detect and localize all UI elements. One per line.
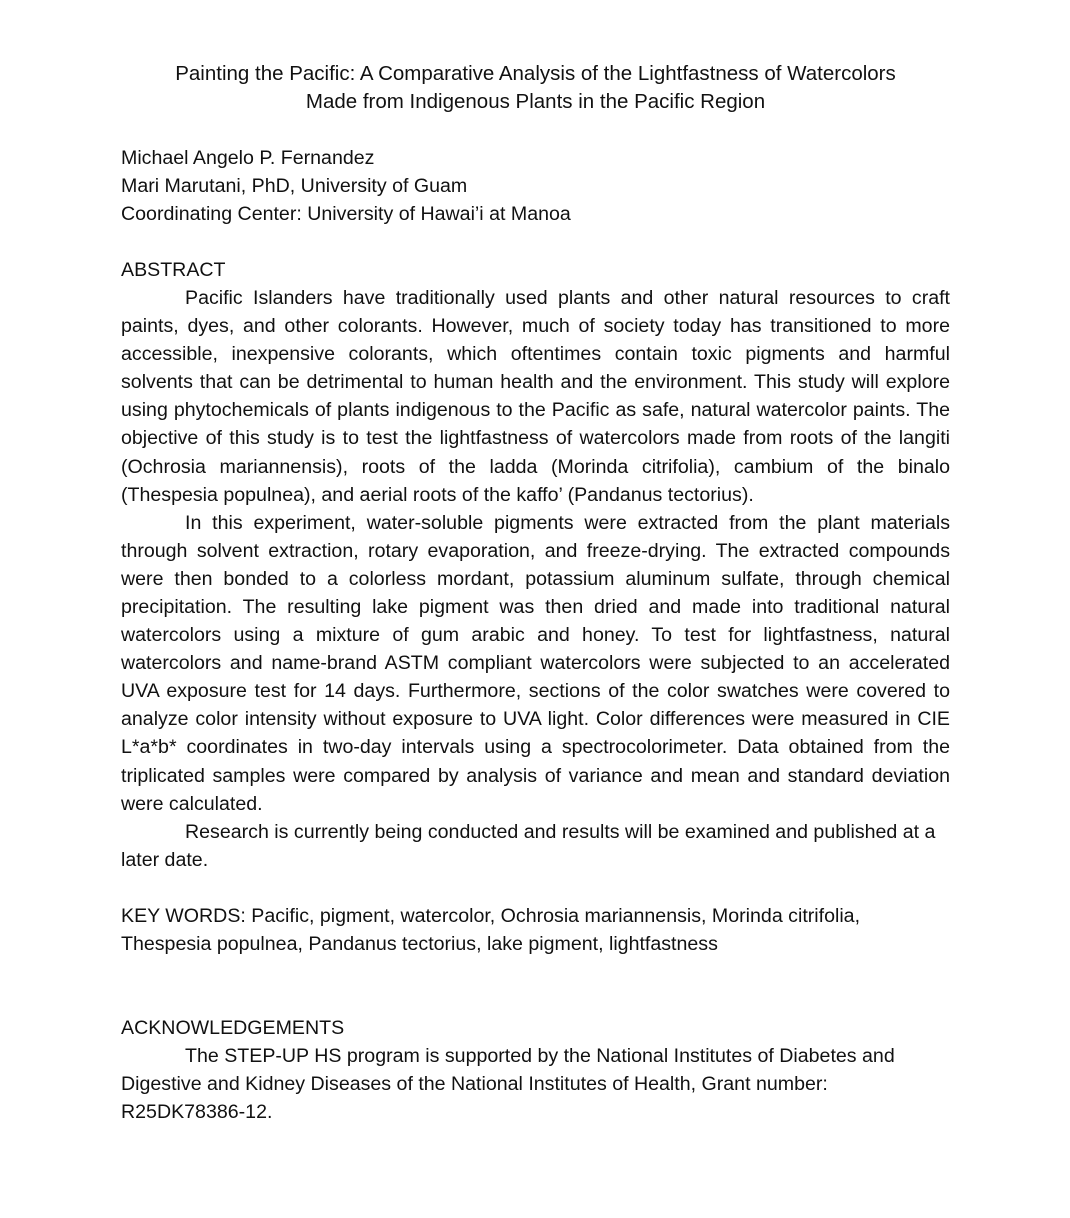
acknowledgements-heading: ACKNOWLEDGEMENTS <box>121 1017 345 1040</box>
acknowledgements-text: The STEP-UP HS program is supported by the National Institutes of Diabetes and Digestive and Kidney Diseases of the National Institutes of Health, Grant number: R25DK78386-12. <box>121 1045 895 1124</box>
document-title <box>101 60 970 117</box>
abstract-paragraph-1: Pacific Islanders have traditionally used plants and other natural resources to craft paints, dyes, and other colorants. However, much of society today has transitioned to more accessible, inexpensive colorants, which oftentimes contain toxic pigments and harmful solvents that can be detrimental to human health and the environment. This study will explore using phytochemicals of plants indigenous to the Pacific as safe, natural watercolor paints. The objective of this study is to test the lightfastness of watercolors made from roots of the langiti (Ochrosia mariannensis), roots of the ladda (Morinda citrifolia), cambium of the binalo (Thespesia populnea), and aerial roots of the kaffo’ (Pandanus tectorius). <box>121 286 950 506</box>
advisor-affiliation: Mari Marutani, PhD, University of Guam <box>121 174 468 197</box>
title-line-1: Painting the Pacific: A Comparative Analysis of the Lightfastness of Watercolors <box>175 62 896 85</box>
author-block <box>121 144 950 228</box>
title-line-2: Made from Indigenous Plants in the Pacific Region <box>305 90 766 114</box>
keywords: KEY WORDS: Pacific, pigment, watercolor, Ochrosia mariannensis, Morinda citrifolia, Thespesia populnea, Pandanus tectorius, lake pigment, lightfastness <box>121 904 861 956</box>
author-name: Michael Angelo P. Fernandez <box>121 146 375 169</box>
abstract-heading: ABSTRACT <box>121 258 226 281</box>
abstract-paragraph-3: Research is currently being conducted and results will be examined and published at a later date. <box>121 820 936 871</box>
abstract-paragraph-2: In this experiment, water-soluble pigments were extracted from the plant materials through solvent extraction, rotary evaporation, and freeze-drying. The extracted compounds were then bonded to a colorless mordant, potassium aluminum sulfate, through chemical precipitation. The resulting lake pigment was then dried and made into traditional natural watercolors using a mixture of gum arabic and honey. To test for lightfastness, natural watercolors and name-brand ASTM compliant watercolors were subjected to an accelerated UVA exposure test for 14 days. Furthermore, sections of the color swatches were covered to analyze color intensity without exposure to UVA light. Color differences were measured in CIE L*a*b* coordinates in two-day intervals using a spectrocolorimeter. Data obtained from the triplicated samples were compared by analysis of variance and mean and standard deviation were calculated. <box>121 511 950 815</box>
coordinating-center: Coordinating Center: University of Hawai’i at Manoa <box>121 202 571 225</box>
